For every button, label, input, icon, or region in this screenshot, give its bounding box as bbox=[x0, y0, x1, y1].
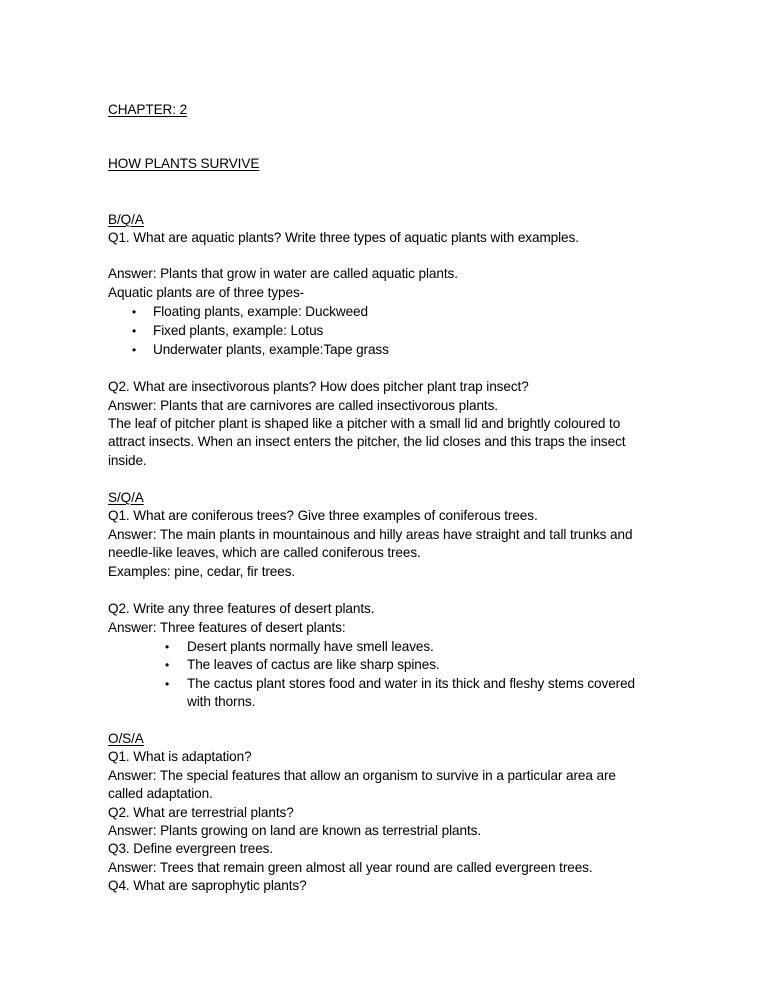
osa-line: Q1. What is adaptation? bbox=[108, 749, 252, 764]
bqa-q2-question: Q2. What are insectivorous plants? How does pitcher plant trap insect? bbox=[108, 379, 529, 394]
section-heading-osa: O/S/A bbox=[108, 731, 144, 746]
sqa-q2-answer: Answer: Three features of desert plants: bbox=[108, 620, 346, 635]
bullet-icon: • bbox=[132, 343, 137, 357]
sqa-q2-bullet-continued: with thorns. bbox=[187, 694, 256, 709]
sqa-q1-answer: Answer: The main plants in mountainous and hilly areas have straight and tall trunks and bbox=[108, 527, 633, 542]
bqa-q1-answer: Answer: Plants that grow in water are called aquatic plants. bbox=[108, 266, 458, 281]
bqa-q1-intro: Aquatic plants are of three types- bbox=[108, 285, 305, 300]
osa-line: called adaptation. bbox=[108, 786, 213, 801]
sqa-q2-bullet: The cactus plant stores food and water in its thick and fleshy stems covered bbox=[187, 676, 636, 691]
bullet-icon: • bbox=[132, 305, 137, 319]
page-title: HOW PLANTS SURVIVE bbox=[108, 156, 260, 171]
sqa-q2-question: Q2. Write any three features of desert plants. bbox=[108, 601, 375, 616]
bullet-icon: • bbox=[165, 658, 170, 672]
osa-line: Answer: Trees that remain green almost all year round are called evergreen trees. bbox=[108, 860, 593, 875]
osa-line: Answer: Plants growing on land are known as terrestrial plants. bbox=[108, 823, 482, 838]
bqa-q2-answer: Answer: Plants that are carnivores are called insectivorous plants. bbox=[108, 398, 498, 413]
bullet-icon: • bbox=[132, 324, 137, 338]
bqa-q2-detail: The leaf of pitcher plant is shaped like a pitcher with a small lid and brightly coloured to bbox=[108, 416, 621, 431]
bqa-q1-question: Q1. What are aquatic plants? Write three types of aquatic plants with examples. bbox=[108, 230, 579, 245]
section-heading-sqa: S/Q/A bbox=[108, 490, 144, 505]
bqa-q1-bullet: Underwater plants, example:Tape grass bbox=[153, 342, 389, 357]
sqa-q2-bullet: The leaves of cactus are like sharp spines. bbox=[187, 657, 440, 672]
sqa-q1-answer: needle-like leaves, which are called coniferous trees. bbox=[108, 545, 421, 560]
bullet-icon: • bbox=[165, 640, 170, 654]
osa-line: Q3. Define evergreen trees. bbox=[108, 841, 274, 856]
sqa-q1-examples: Examples: pine, cedar, fir trees. bbox=[108, 564, 296, 579]
section-heading-bqa: B/Q/A bbox=[108, 212, 144, 227]
bqa-q1-bullet: Floating plants, example: Duckweed bbox=[153, 304, 368, 319]
bqa-q1-bullet: Fixed plants, example: Lotus bbox=[153, 323, 324, 338]
chapter-heading: CHAPTER: 2 bbox=[108, 102, 188, 117]
bqa-q2-detail: attract insects. When an insect enters the pitcher, the lid closes and this traps the insect bbox=[108, 434, 626, 449]
sqa-q2-bullet: Desert plants normally have smell leaves. bbox=[187, 639, 434, 654]
bqa-q2-detail: inside. bbox=[108, 453, 147, 468]
osa-line: Q4. What are saprophytic plants? bbox=[108, 878, 307, 893]
osa-line: Answer: The special features that allow an organism to survive in a particular area are bbox=[108, 768, 616, 783]
bullet-icon: • bbox=[165, 677, 170, 691]
osa-line: Q2. What are terrestrial plants? bbox=[108, 805, 294, 820]
sqa-q1-question: Q1. What are coniferous trees? Give three examples of coniferous trees. bbox=[108, 508, 538, 523]
